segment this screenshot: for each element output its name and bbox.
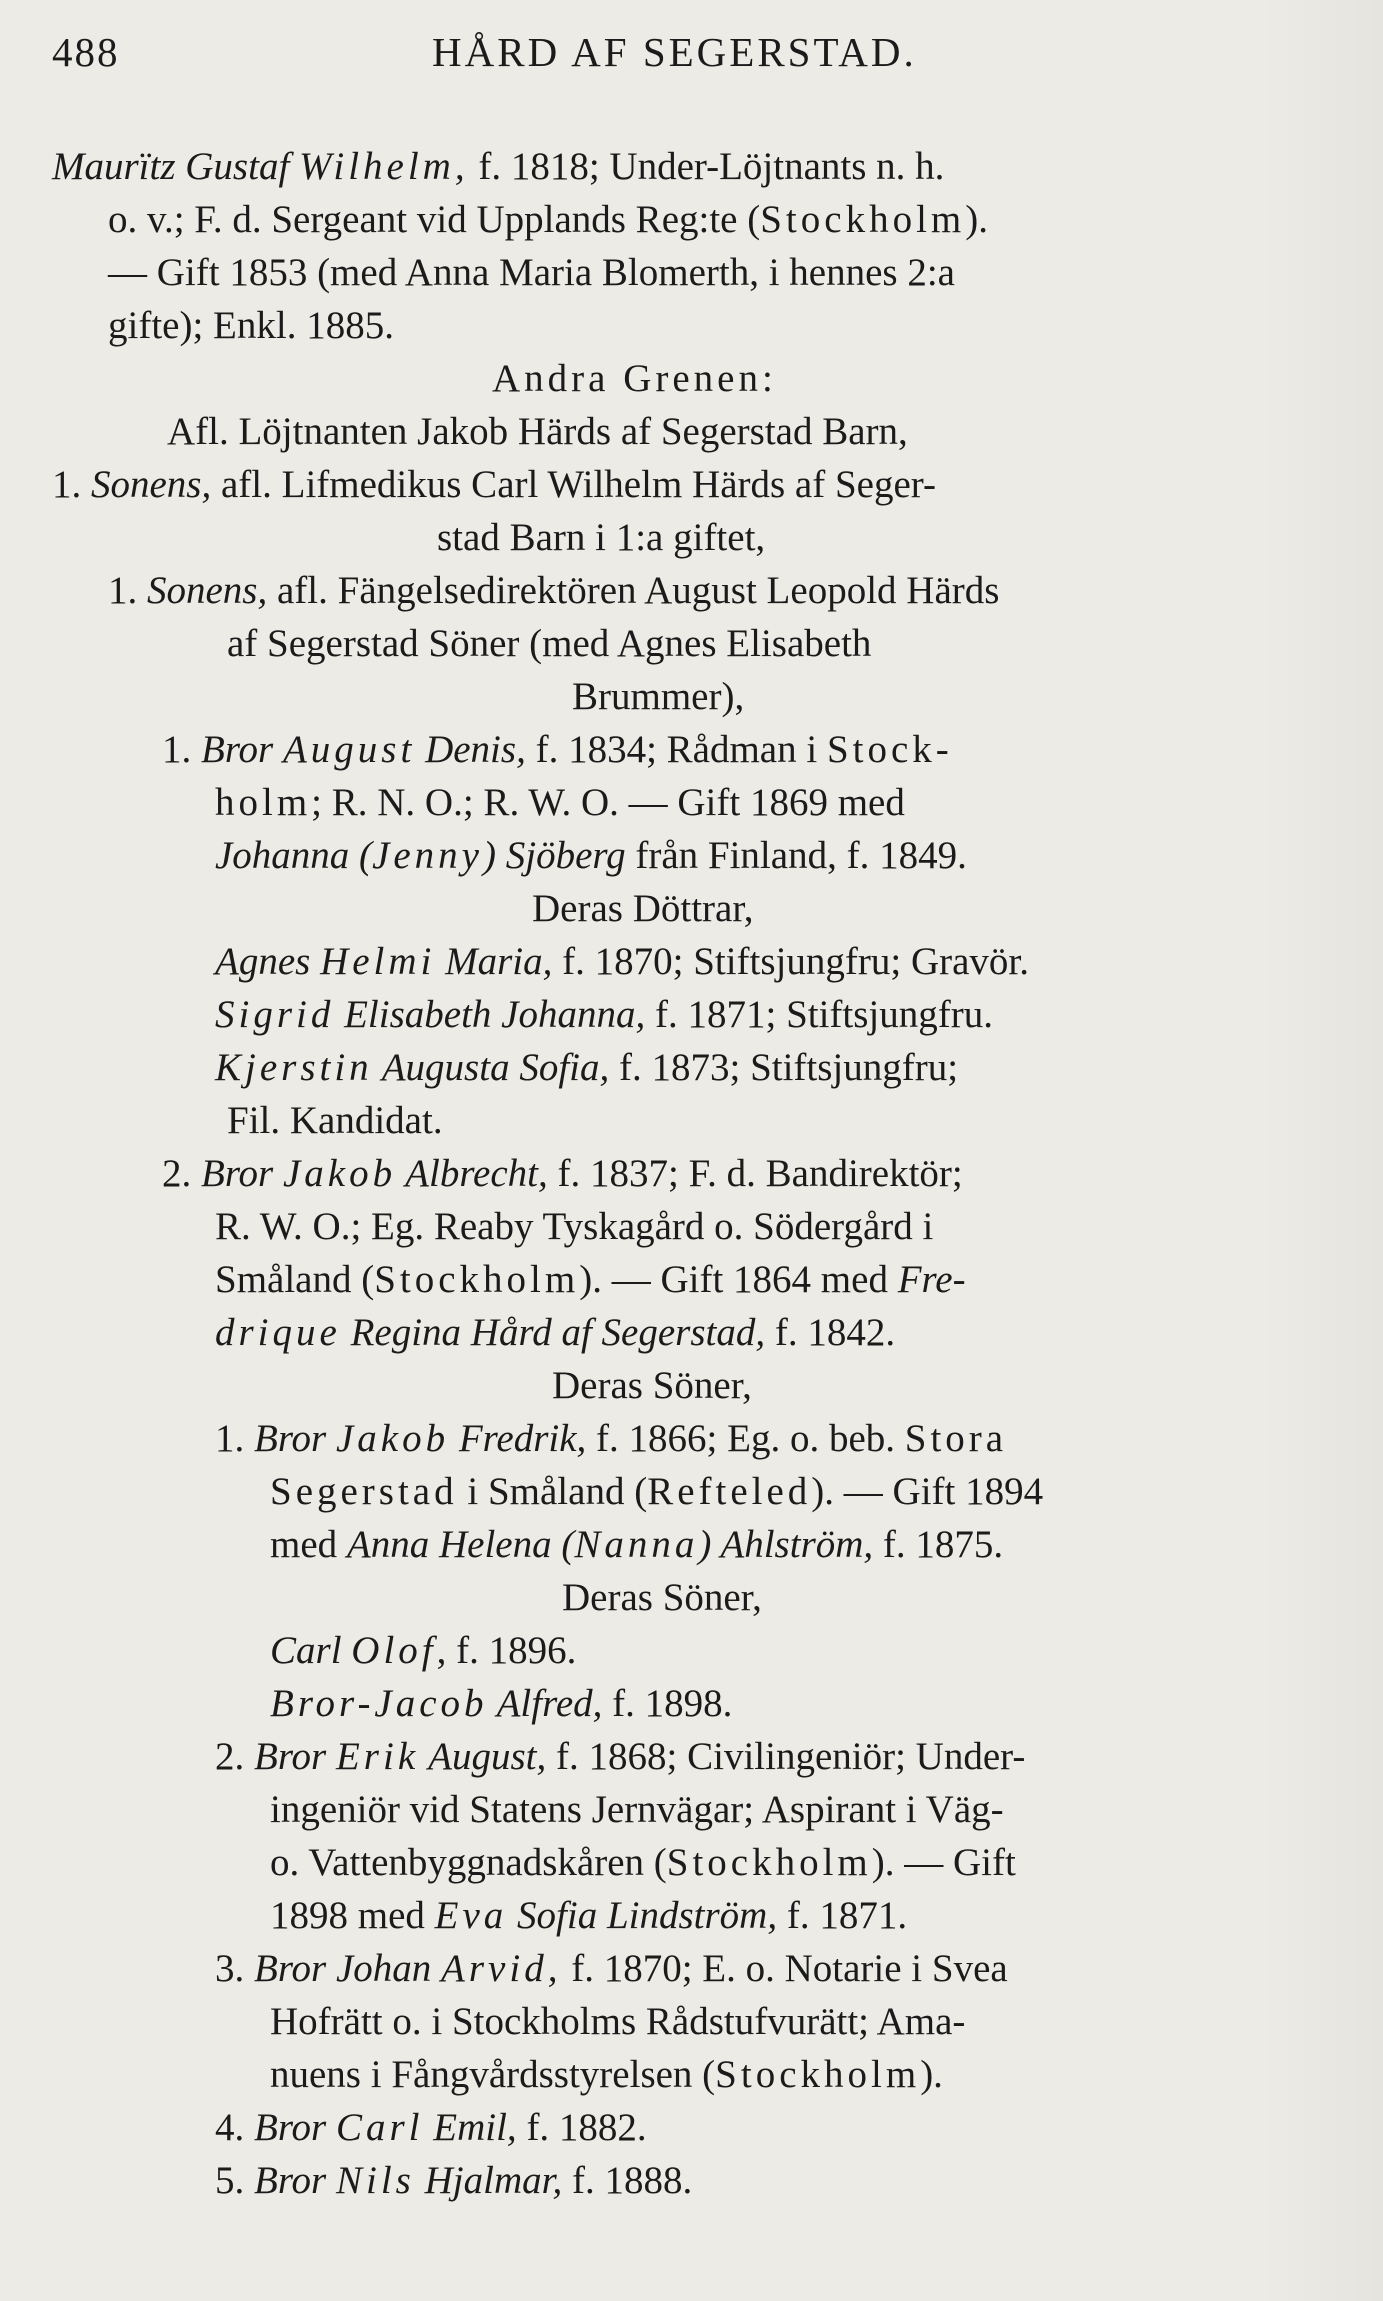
- text-run: afl. Fängelsedirektören August Leopold Härds: [267, 569, 1000, 612]
- text-run: Andra Grenen:: [492, 357, 777, 400]
- text-run: f. 1834; Rådman i: [525, 728, 827, 771]
- text-run: Johanna (: [215, 834, 373, 877]
- text-run: Stockholm: [760, 198, 966, 241]
- text-run: Stockholm: [715, 2053, 921, 2096]
- text-run: Fre-: [897, 1258, 966, 1301]
- text-run: R. W. O.; Eg. Reaby Tyskagård o. Södergård i: [215, 1205, 934, 1248]
- text-run: Stockholm: [374, 1258, 580, 1301]
- text-run: August: [282, 728, 416, 771]
- text-line: [52, 1730, 1312, 1783]
- text-line: [52, 935, 1312, 988]
- text-line: [52, 1783, 1312, 1836]
- text-run: Sonens,: [91, 463, 212, 506]
- text-line: [52, 670, 1312, 723]
- text-run: Kjerstin: [215, 1046, 373, 1089]
- text-line: [52, 1677, 1312, 1730]
- text-run: Hofrätt o. i Stockholms Rådstufvurätt; Ama-: [270, 2000, 966, 2043]
- text-line: [52, 299, 1312, 352]
- text-run: Deras Söner,: [552, 1364, 752, 1407]
- text-run: — Gift 1853 (med Anna Maria Blomerth, i hennes 2:a: [108, 251, 955, 294]
- text-run: Deras Söner,: [562, 1576, 762, 1619]
- text-run: , f. 1896.: [436, 1629, 577, 1672]
- text-run: o. v.; F. d. Sergeant vid Upplands Reg:te (: [108, 198, 761, 241]
- text-run: Jakob: [282, 1152, 397, 1195]
- text-line: [52, 617, 1312, 670]
- text-run: 2.: [215, 1735, 254, 1778]
- text-run: f. 1842.: [765, 1311, 896, 1354]
- text-run: Stockholm: [666, 1841, 872, 1884]
- text-line: [52, 882, 1312, 935]
- text-run: Alfred,: [487, 1682, 603, 1725]
- text-run: Stora: [904, 1417, 1008, 1460]
- text-run: Augusta Sofia,: [372, 1046, 610, 1089]
- text-run: Sofia Lindström,: [507, 1894, 778, 1937]
- text-run: Bror: [254, 1735, 336, 1778]
- text-line: [52, 458, 1312, 511]
- text-run: Johan: [335, 1947, 442, 1990]
- text-run: f. 1870; E. o. Notarie i Svea: [561, 1947, 1008, 1990]
- text-run: Bror: [254, 2106, 336, 2149]
- text-run: Maurïtz Gustaf: [52, 145, 300, 188]
- text-run: Elisabeth Johanna,: [334, 993, 646, 1036]
- text-line: [52, 1942, 1312, 1995]
- text-run: Sonens,: [147, 569, 268, 612]
- text-run: Denis,: [415, 728, 526, 771]
- text-run: f. 1882.: [516, 2106, 647, 2149]
- text-run: Albrecht,: [396, 1152, 548, 1195]
- text-run: o. Vattenbyggnadskåren (: [270, 1841, 667, 1884]
- text-run: f. 1837; F. d. Bandirektör;: [547, 1152, 963, 1195]
- text-line: [52, 511, 1312, 564]
- text-run: 1.: [108, 569, 147, 612]
- text-line: [52, 1889, 1312, 1942]
- text-run: August,: [419, 1735, 547, 1778]
- text-run: Olof: [351, 1629, 437, 1672]
- text-run: Brummer),: [572, 675, 745, 718]
- text-line: [52, 988, 1312, 1041]
- text-line: [52, 193, 1312, 246]
- text-run: f. 1868; Civilingeniör; Under-: [546, 1735, 1026, 1778]
- text-line: [52, 1518, 1312, 1571]
- text-line: [52, 829, 1312, 882]
- text-run: Helmi: [320, 940, 436, 983]
- page-number: 488: [52, 29, 120, 75]
- text-run: ). — Gift 1864 med: [579, 1258, 898, 1301]
- text-run: Segerstad: [270, 1470, 458, 1513]
- text-run: Nils: [335, 2159, 415, 2202]
- text-line: [52, 1571, 1312, 1624]
- text-run: Carl: [270, 1629, 352, 1672]
- text-run: Fredrik,: [449, 1417, 587, 1460]
- text-run: Refteled: [647, 1470, 812, 1513]
- text-line: [52, 352, 1312, 405]
- text-line: [52, 723, 1312, 776]
- text-run: drique: [215, 1311, 341, 1354]
- text-run: f. 1866; Eg. o. beb.: [586, 1417, 905, 1460]
- text-run: Bror-Jacob: [270, 1682, 488, 1725]
- text-run: ).: [920, 2053, 943, 2096]
- text-run: ) Ahlström,: [698, 1523, 874, 1566]
- text-run: Regina Hård af Segerstad,: [340, 1311, 766, 1354]
- text-line: [52, 2154, 1312, 2207]
- text-line: [52, 1359, 1312, 1412]
- text-run: 4.: [215, 2106, 254, 2149]
- text-run: af Segerstad Söner (med Agnes Elisabeth: [227, 622, 872, 665]
- text-run: afl. Lifmedikus Carl Wilhelm Härds af Seger-: [211, 463, 936, 506]
- text-line: [52, 1253, 1312, 1306]
- text-run: Eva: [434, 1894, 508, 1937]
- text-run: Bror: [201, 728, 283, 771]
- text-run: Arvid,: [441, 1947, 562, 1990]
- text-line: [52, 1465, 1312, 1518]
- text-run: ). — Gift: [871, 1841, 1016, 1884]
- text-run: f. 1873; Stiftsjungfru;: [609, 1046, 959, 1089]
- text-run: Carl: [335, 2106, 424, 2149]
- text-run: 5.: [215, 2159, 254, 2202]
- text-line: [52, 1094, 1312, 1147]
- text-line: [52, 2101, 1312, 2154]
- text-run: 1898 med: [270, 1894, 435, 1937]
- text-line: [52, 1147, 1312, 1200]
- text-run: 1.: [215, 1417, 254, 1460]
- text-run: Afl. Löjtnanten Jakob Härds af Segerstad Barn,: [167, 410, 908, 453]
- text-line: [52, 1041, 1312, 1094]
- text-run: ; R. N. O.; R. W. O. — Gift 1869 med: [311, 781, 905, 824]
- text-run: Bror: [254, 2159, 336, 2202]
- text-run: 1.: [162, 728, 201, 771]
- text-line: [52, 1995, 1312, 2048]
- text-run: f. 1818; Under-Löjtnants n. h.: [468, 145, 945, 188]
- text-run: Jakob: [335, 1417, 450, 1460]
- text-run: Nanna: [574, 1523, 699, 1566]
- text-line: [52, 1836, 1312, 1889]
- text-run: Jenny: [372, 834, 483, 877]
- text-line: [52, 776, 1312, 829]
- text-line: [52, 246, 1312, 299]
- text-line: [52, 1306, 1312, 1359]
- text-run: ) Sjöberg: [483, 834, 626, 877]
- text-line: [52, 1200, 1312, 1253]
- text-run: ).: [965, 198, 988, 241]
- text-run: Sigrid: [215, 993, 335, 1036]
- text-run: Agnes: [215, 940, 321, 983]
- text-run: Anna Helena (: [346, 1523, 575, 1566]
- genealogy-text: [52, 140, 1312, 2207]
- text-run: från Finland, f. 1849.: [625, 834, 967, 877]
- text-run: ingeniör vid Statens Jernvägar; Aspirant i Väg-: [270, 1788, 1004, 1831]
- text-line: [52, 1624, 1312, 1677]
- running-title: HÅRD AF SEGERSTAD.: [432, 29, 917, 75]
- text-run: med: [270, 1523, 347, 1566]
- text-run: Hjalmar,: [414, 2159, 563, 2202]
- text-run: f. 1871.: [777, 1894, 908, 1937]
- text-run: Bror: [254, 1947, 336, 1990]
- text-run: Emil,: [423, 2106, 517, 2149]
- text-run: f. 1870; Stiftsjungfru; Gravör.: [552, 940, 1030, 983]
- page-header: [52, 28, 1323, 92]
- text-line: [52, 140, 1312, 193]
- text-run: Småland (: [215, 1258, 375, 1301]
- text-run: f. 1898.: [602, 1682, 733, 1725]
- text-run: f. 1871; Stiftsjungfru.: [645, 993, 993, 1036]
- text-run: 1.: [52, 463, 91, 506]
- text-run: ). — Gift 1894: [811, 1470, 1044, 1513]
- text-line: [52, 405, 1312, 458]
- text-run: Maria,: [435, 940, 553, 983]
- text-run: Bror: [254, 1417, 336, 1460]
- text-run: 3.: [215, 1947, 254, 1990]
- text-line: [52, 564, 1312, 617]
- text-run: f. 1875.: [873, 1523, 1004, 1566]
- text-line: [52, 2048, 1312, 2101]
- text-run: i Småland (: [457, 1470, 648, 1513]
- text-run: Fil. Kandidat.: [227, 1099, 443, 1142]
- text-run: Bror: [201, 1152, 283, 1195]
- text-line: [52, 1412, 1312, 1465]
- text-run: stad Barn i 1:a giftet,: [437, 516, 766, 559]
- text-run: holm: [215, 781, 312, 824]
- text-run: Deras Döttrar,: [532, 887, 754, 930]
- text-run: 2.: [162, 1152, 201, 1195]
- text-run: Erik: [335, 1735, 420, 1778]
- text-run: f. 1888.: [562, 2159, 693, 2202]
- text-run: Stock-: [826, 728, 953, 771]
- text-run: gifte); Enkl. 1885.: [108, 304, 394, 347]
- text-run: nuens i Fångvårdsstyrelsen (: [270, 2053, 716, 2096]
- text-run: Wilhelm,: [299, 145, 469, 188]
